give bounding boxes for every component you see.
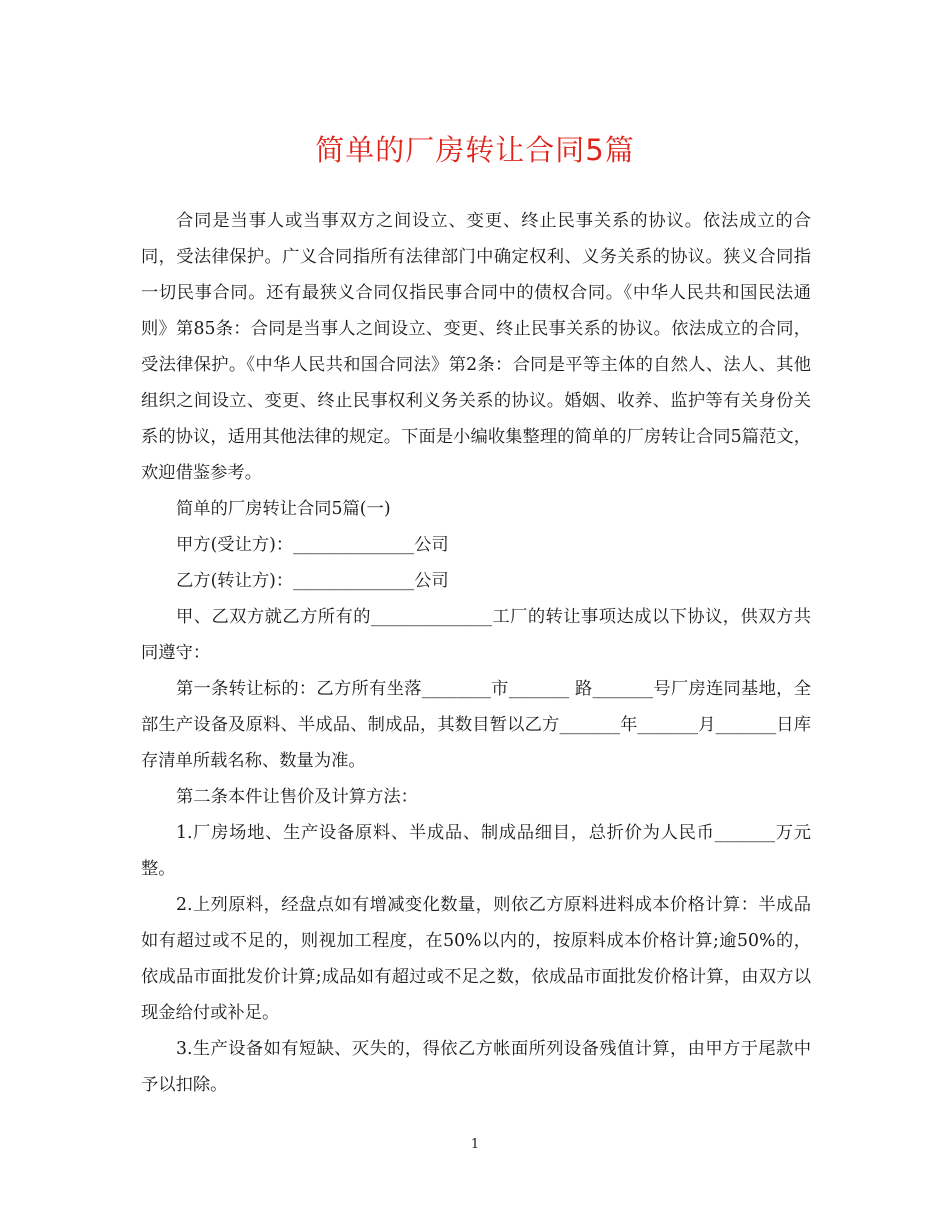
- page-number: 1: [470, 1137, 480, 1152]
- party-b-line: 乙方(转让方)：______________公司: [176, 571, 449, 591]
- clause-2-heading: 第二条本件让售价及计算方法：: [176, 787, 418, 807]
- section-heading: 简单的厂房转让合同5篇(一): [176, 499, 391, 519]
- clause-2-item-1: 1.厂房场地、生产设备原料、半成品、制成品细目，总折价为人民币_______万元整。: [141, 823, 811, 879]
- document-body: [141, 203, 811, 1103]
- document-title: 简单的厂房转让合同5篇: [315, 133, 635, 167]
- party-a-line: 甲方(受让方)：______________公司: [176, 535, 449, 555]
- clause-2-item-2: 2.上列原料，经盘点如有增减变化数量，则依乙方原料进料成本价格计算：半成品如有超过或不足的，则视加工程度，在50%以内的，按原料成本价格计算;逾50%的，依成品市面批发价计算;成品如有超过或不足之数，依成品市面批发价格计算，由双方以现金给付或补足。: [141, 895, 811, 1023]
- agreement-preamble: 甲、乙双方就乙方所有的______________工厂的转让事项达成以下协议，供双方共同遵守：: [141, 607, 811, 663]
- clause-1: 第一条转让标的：乙方所有坐落________市_______ 路_______号厂房连同基地，全部生产设备及原料、半成品、制成品，其数目暂以乙方_______年_______月_______日库存清单所载名称、数量为准。: [141, 679, 811, 771]
- intro-paragraph: 合同是当事人或当事双方之间设立、变更、终止民事关系的协议。依法成立的合同，受法律保护。广义合同指所有法律部门中确定权利、义务关系的协议。狭义合同指一切民事合同。还有最狭义合同仅指民事合同中的债权合同。《中华人民共和国民法通则》第85条：合同是当事人之间设立、变更、终止民事关系的协议。依法成立的合同，受法律保护。《中华人民共和国合同法》第2条：合同是平等主体的自然人、法人、其他组织之间设立、变更、终止民事权利义务关系的协议。婚姻、收养、监护等有关身份关系的协议，适用其他法律的规定。下面是小编收集整理的简单的厂房转让合同5篇范文，欢迎借鉴参考。: [141, 211, 811, 483]
- clause-2-item-3: 3.生产设备如有短缺、灭失的，得依乙方帐面所列设备残值计算，由甲方于尾款中予以扣除。: [141, 1039, 811, 1095]
